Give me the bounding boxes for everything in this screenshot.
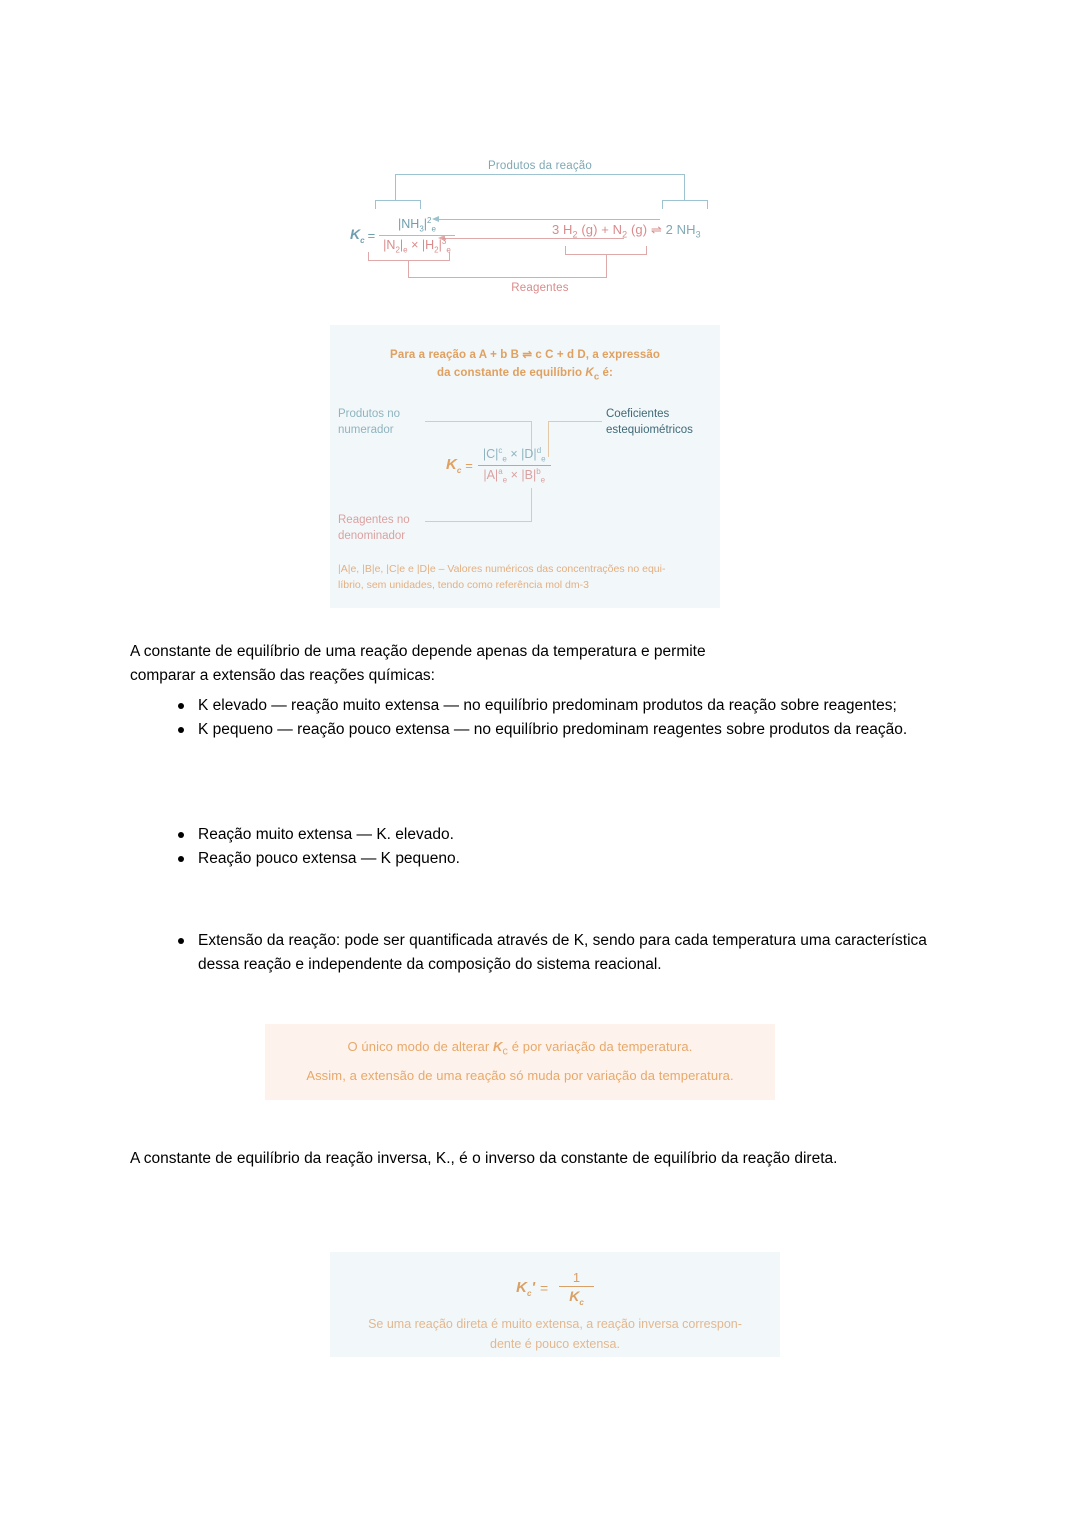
inverse-fraction	[559, 1270, 594, 1307]
figure1-caption-products: Produtos da reação	[488, 160, 592, 172]
highlight-box-temperature	[265, 1024, 775, 1100]
inverse-kc-formula	[330, 1270, 780, 1307]
list-item: K elevado — reação muito extensa — no equilíbrio predominam produtos da reação sobre reagentes;	[130, 694, 960, 718]
kc-symbol: $K_c$	[350, 225, 365, 245]
kc-fraction	[478, 445, 551, 485]
bullet-list-reaction-extent	[130, 823, 960, 870]
list-item: Reação pouco extensa — K pequeno.	[130, 847, 960, 871]
equals-sign: =	[367, 227, 376, 243]
chemical-reaction-equation: 3 $H_2$ $(g) + N_2$ (g) ⇌ 2 $NH_3$	[552, 222, 701, 240]
kc-denominator: $|A|^a_e \times |B|^b_e$	[483, 466, 546, 485]
bracket-line	[408, 260, 409, 278]
bracket-line	[662, 200, 663, 209]
label-stoichiometric-coefficients: Coeficientes estequiométricos	[606, 408, 693, 436]
connector-line	[425, 421, 532, 422]
bullet-list-extent-definition	[130, 929, 960, 976]
equals-sign: =	[540, 1280, 549, 1297]
bracket-line	[420, 200, 421, 209]
bracket-line	[684, 174, 685, 200]
equals-sign: =	[465, 457, 473, 473]
bracket-line	[375, 200, 421, 201]
figure2-footnote: |A|e, |B|e, |C|e e |D|e – Valores numéricos das concentrações no equi- líbrio, sem unidades, tendo como referência mol dm-3	[338, 563, 666, 591]
kc-fraction	[379, 215, 455, 256]
highlight-line-1: O único modo de alterar $K_c$ é por variação da temperatura.	[347, 1039, 693, 1058]
numerator-one: 1	[572, 1270, 581, 1285]
figure2-title: Para a reação a A + b B ⇌ c C + d D, a expressão da constante de equilíbrio $K_c$ é:	[390, 349, 660, 383]
figure-generic-kc-box	[330, 325, 720, 608]
paragraph-equilibrium-constant: A constante de equilíbrio de uma reação depende apenas da temperatura e permite comparar a extensão das reações químicas:	[130, 643, 706, 684]
kc-numerator: $|C|^c_e \times |D|^d_e$	[482, 446, 546, 464]
bracket-line	[395, 174, 396, 200]
highlight-line-2: Assim, a extensão de uma reação só muda por variação da temperatura.	[306, 1068, 734, 1084]
bullet-list-k-magnitude	[130, 694, 960, 741]
figure-inverse-kc-box	[330, 1252, 780, 1357]
denominator-kc: $K_c$	[569, 1288, 584, 1307]
kc-prime-symbol: $K_c'$	[516, 1278, 536, 1298]
figure-kc-ammonia-diagram	[340, 160, 740, 305]
paragraph-inverse-reaction: A constante de equilíbrio da reação inversa, K., é o inverso da constante de equilíbrio da reação direta.	[130, 1150, 838, 1167]
connector-line	[425, 521, 532, 522]
bracket-line	[646, 246, 647, 255]
figure4-caption: Se uma reação direta é muito extensa, a reação inversa correspon- dente é pouco extensa.	[368, 1317, 742, 1351]
kc-expression-generic	[446, 445, 551, 485]
kc-symbol: $K_c$	[446, 455, 462, 475]
kc-denominator: $|N_2|_e \times |H_2|^3_e$	[383, 236, 451, 255]
bracket-line	[606, 254, 607, 278]
arrow-products-to-numerator	[438, 219, 660, 220]
kc-numerator: $|NH_3|^2_e$	[398, 216, 436, 234]
bracket-line	[408, 277, 607, 278]
label-products-numerator: Produtos no numerador	[338, 408, 401, 436]
list-item: K pequeno — reação pouco extensa — no equilíbrio predominam reagentes sobre produtos da reação.	[130, 718, 960, 742]
connector-line	[531, 488, 532, 522]
bracket-line	[368, 260, 450, 261]
list-item: Extensão da reação: pode ser quantificada através de K, sendo para cada temperatura uma característica dessa reação e independente da composição do sistema reacional.	[130, 929, 960, 976]
equilibrium-arrow-icon: ⇌	[650, 222, 662, 237]
connector-line	[548, 421, 602, 422]
label-reagents-denominator: Reagentes no denominador	[338, 514, 410, 542]
kc-expression-ammonia	[350, 215, 455, 256]
list-item: Reação muito extensa — K. elevado.	[130, 823, 960, 847]
figure1-caption-reagents: Reagentes	[511, 282, 569, 294]
bracket-line	[375, 200, 376, 209]
bracket-line	[662, 200, 708, 201]
bracket-line	[707, 200, 708, 209]
bracket-line	[395, 174, 685, 175]
